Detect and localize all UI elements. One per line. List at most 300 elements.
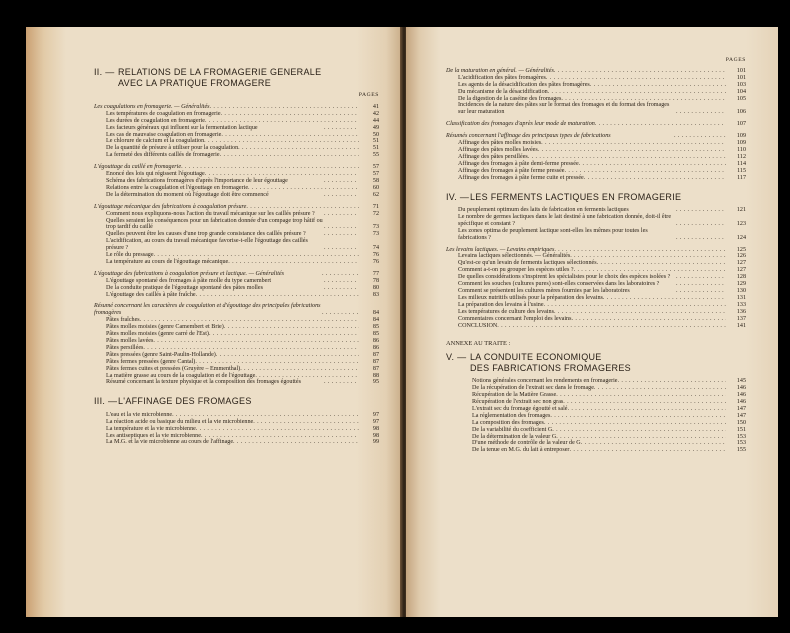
toc-entry-title: Les températures de coagulation en fromagerie	[106, 110, 221, 117]
toc-page-number: 80	[372, 284, 379, 291]
toc-entry-title: La réaction acide ou basique du milieu et la vie microbienne	[106, 418, 254, 425]
dot-leader	[221, 132, 359, 139]
toc-group	[94, 303, 379, 386]
toc-entry-title: Les facteurs généraux qui influent sur la fermentation lactique	[106, 124, 258, 131]
toc-page-number: 62	[372, 191, 379, 198]
toc-entry	[446, 214, 746, 228]
toc-entry	[446, 309, 746, 316]
toc-entry	[446, 302, 746, 309]
dot-leader	[240, 366, 359, 373]
toc-entry	[94, 171, 379, 178]
pages-label: PAGES	[725, 57, 746, 63]
dot-leader	[603, 295, 726, 302]
toc-group	[446, 378, 746, 454]
toc-entry	[94, 426, 379, 433]
toc-entry-title: De la conduite pratique de l'égouttage spontané des pâtes molles	[106, 284, 263, 291]
toc-entry-title: Résumés concernant l'affinage des principaux types de fabrications	[446, 133, 611, 140]
toc-entry-title: Résumé concernant les caractères de coagulation et d'égouttage des principales fabrications fromagères	[94, 303, 321, 317]
toc-entry-title: Récupération de l'extrait sec non gras	[472, 399, 564, 406]
toc-entry	[94, 152, 379, 159]
dot-leader	[322, 310, 359, 317]
toc-entry-title: De la détermination de la valeur G	[472, 433, 557, 440]
toc-page-number: 41	[372, 103, 379, 110]
toc-entry-title: Les zones optima de peuplement lactique sont-elles les mêmes pour toutes les fabrications ?	[458, 227, 648, 241]
toc-page-number: 87	[372, 365, 379, 372]
dot-leader	[569, 447, 726, 454]
toc-entry	[94, 164, 379, 171]
dot-leader	[322, 271, 359, 278]
toc-entry	[94, 118, 379, 125]
toc-entry-title: Qu'est-ce qu'un levain de ferments lactiques sélectionnés	[458, 260, 597, 267]
toc-entry	[94, 132, 379, 139]
toc-page-number: 98	[372, 425, 379, 432]
toc-entry	[94, 238, 379, 252]
toc-entry-title: Pâtes molles lavées	[106, 338, 154, 344]
toc-group	[94, 164, 379, 199]
toc-entry-title: D'une méthode de contrôle de la valeur de G	[472, 440, 581, 447]
toc-entry-title: Les coagulations en fromagerie. — Généralités	[94, 103, 210, 110]
toc-entry	[446, 89, 746, 96]
toc-entry	[460, 440, 746, 447]
dot-leader	[220, 152, 359, 159]
toc-entry	[94, 204, 379, 211]
dot-leader	[552, 427, 726, 434]
toc-page-number: 147	[736, 405, 746, 412]
toc-group	[446, 68, 746, 116]
toc-entry	[94, 303, 379, 317]
toc-entry-title: De la maturation en général. — Généralités	[446, 67, 554, 74]
toc-page-number: 57	[372, 171, 379, 178]
toc-page-number: 126	[736, 253, 746, 260]
toc-page-number: 109	[736, 140, 746, 147]
dot-leader	[324, 379, 359, 386]
toc-page-number: 103	[736, 81, 746, 88]
toc-entry-title: Comment nous expliquons-nous l'action du travail mécanique sur les caillés présure ?	[106, 210, 315, 217]
toc-entry	[446, 207, 746, 214]
toc-entry-title: Récupération de la Matière Grasse	[472, 392, 557, 399]
toc-page-number: 146	[736, 399, 746, 406]
toc-entry-title: Résumé concernant la texture physique et la composition des fromages égouttés	[106, 379, 301, 386]
toc-page-number: 57	[372, 164, 379, 171]
toc-entry-title: Affinage des pâtes molles lavées	[458, 146, 538, 153]
toc-entry	[460, 434, 746, 441]
toc-page-number: 146	[736, 385, 746, 392]
dot-leader	[205, 171, 359, 178]
toc-page-number: 85	[372, 331, 379, 338]
toc-page-number: 101	[736, 67, 746, 74]
toc-entry-title: Affinage des fromages à pâte ferme pressée	[458, 167, 565, 174]
toc-page-number: 125	[736, 246, 746, 253]
dot-leader	[544, 302, 726, 309]
toc-entry	[446, 161, 746, 168]
toc-page-number: 77	[372, 270, 379, 277]
toc-entry-title: L'égouttage du caillé en fromagerie	[94, 164, 182, 171]
dot-leader	[676, 221, 726, 228]
toc-entry	[446, 168, 746, 175]
dot-leader	[674, 133, 726, 140]
dot-leader	[228, 259, 359, 266]
toc-entry-title: L'acidification, au cours du travail mécanique favorise-t-elle l'égouttage des caillés présure ?	[106, 238, 308, 252]
toc-entry-title: L'égouttage mécanique des fabrications à coagulation présure	[94, 203, 247, 210]
dot-leader	[253, 419, 359, 426]
toc-entry	[460, 413, 746, 420]
dot-leader	[497, 323, 726, 330]
toc-entry	[94, 104, 379, 111]
dot-leader	[324, 211, 359, 218]
toc-page-number: 44	[372, 117, 379, 124]
toc-page-number: 87	[372, 358, 379, 365]
toc-entry	[446, 281, 746, 288]
toc-entry	[94, 331, 379, 338]
dot-leader	[550, 413, 726, 420]
toc-entry-title: Le nombre de germes lactiques dans le lait destiné à une fabrication donnée, doit-il être spécifique et constant ?	[458, 213, 672, 227]
toc-entry-title: Pâtes persillées	[106, 344, 144, 351]
section-title-line: AVEC LA PRATIQUE FROMAGERE	[118, 77, 271, 88]
toc-entry	[460, 392, 746, 399]
toc-entry	[94, 352, 379, 359]
toc-entry-title: Notions générales concernant les rendements en fromagerie	[472, 378, 618, 385]
toc-entry-title: La préparation des levains à l'usine	[458, 301, 544, 308]
dot-leader	[556, 392, 726, 399]
toc-group	[446, 247, 746, 330]
toc-entry-title: De la digestion de la caséine des fromages	[458, 95, 562, 102]
section-title-line: LES FERMENTS LACTIQUES EN FROMAGERIE	[470, 191, 682, 202]
toc-page-number: 76	[372, 252, 379, 259]
toc-entry-title: Comment se présentent les cultures mères fournies par les laboratoires	[458, 287, 630, 294]
toc-page-number: 106	[736, 109, 746, 116]
toc-entry	[446, 228, 746, 242]
toc-entry	[94, 439, 379, 446]
toc-page-number: 97	[372, 411, 379, 418]
toc-page-number: 74	[372, 245, 379, 252]
toc-page-number: 73	[372, 231, 379, 238]
toc-entry	[94, 271, 379, 278]
dot-leader	[196, 292, 359, 299]
toc-page-number: 58	[372, 177, 379, 184]
toc-page-number: 133	[736, 301, 746, 308]
pages-label: PAGES	[358, 92, 379, 98]
toc-entry-title: Relations entre la coagulation et l'égouttage en fromagerie	[106, 184, 249, 191]
toc-page-number: 84	[372, 310, 379, 317]
dot-leader	[554, 309, 726, 316]
toc-page-number: 51	[372, 138, 379, 145]
section-heading-iv	[446, 192, 746, 203]
toc-page-number: 55	[372, 152, 379, 159]
toc-page-number: 124	[736, 234, 746, 241]
section-title-line: LA CONDUITE ECONOMIQUE	[470, 352, 602, 363]
right-page	[406, 27, 778, 617]
toc-group	[446, 133, 746, 181]
section-number: II. —	[94, 67, 115, 77]
toc-page-number: 83	[372, 291, 379, 298]
toc-entry-title: Pâtes pressées (genre Saint-Paulin-Hollande)	[106, 351, 216, 358]
toc-entry	[460, 420, 746, 427]
dot-leader	[541, 140, 726, 147]
dot-leader	[548, 89, 726, 96]
toc-group	[94, 271, 379, 299]
toc-entry-title: Enoncé des lois qui régissent l'égouttage	[106, 171, 205, 178]
left-page-content	[94, 67, 379, 446]
dot-leader	[571, 316, 726, 323]
dot-leader	[676, 235, 726, 242]
dot-leader	[172, 412, 359, 419]
toc-page-number: 136	[736, 308, 746, 315]
toc-entry-title: Pâtes molles moisies (genre carré de l'Est)	[106, 331, 209, 338]
dot-leader	[324, 125, 359, 132]
toc-page-number: 109	[736, 133, 746, 140]
toc-page-number: 50	[372, 131, 379, 138]
toc-entry	[446, 288, 746, 295]
toc-page-number: 114	[737, 160, 746, 167]
toc-entry-title: Commentaires concernant l'emploi des levains	[458, 315, 572, 322]
toc-page-number: 86	[372, 338, 379, 344]
toc-entry-title: De la tenue en M.G. du lait à entreposer	[472, 447, 570, 454]
toc-entry	[446, 260, 746, 267]
dot-leader	[544, 420, 726, 427]
toc-entry-title: L'égouttage des fabrications à coagulation présure et lactique. — Généralités	[94, 270, 284, 277]
dot-leader	[538, 147, 726, 154]
annex-label: ANNEXE AU TRAITE :	[446, 340, 511, 348]
dot-leader	[224, 324, 359, 331]
toc-entry-title: Les antiseptiques et la vie microbienne	[106, 432, 201, 439]
section-number: III. —	[94, 396, 118, 407]
dot-leader	[248, 185, 359, 192]
toc-entry-title: Les températures de culture des levains	[458, 308, 554, 315]
dot-leader	[579, 161, 726, 168]
toc-entry-title: Les agents de la désacidification des pâtes fromagères	[458, 81, 590, 88]
toc-entry-title: La fermeté des différents caillés de fromagerie	[106, 152, 220, 159]
toc-page-number: 107	[736, 121, 746, 128]
right-page-content	[446, 57, 746, 454]
dot-leader	[143, 345, 359, 352]
toc-entry-title: Pâtes fraîches	[106, 317, 140, 324]
dot-leader	[568, 406, 726, 413]
toc-entry	[94, 178, 379, 185]
toc-page-number: 150	[736, 419, 746, 426]
toc-entry	[446, 140, 746, 147]
dot-leader	[618, 378, 726, 385]
section-number: V. —	[446, 352, 467, 363]
toc-page-number: 146	[736, 392, 746, 399]
toc-group	[446, 207, 746, 242]
dot-leader	[676, 207, 726, 214]
toc-page-number: 137	[736, 315, 746, 322]
dot-leader	[216, 352, 359, 359]
dot-leader	[196, 426, 359, 433]
toc-entry-title: Les durées de coagulation en fromagerie	[106, 117, 205, 124]
toc-page-number: 130	[736, 287, 746, 294]
toc-entry-title: Affinage des fromages à pâte demi-ferme pressée	[458, 160, 579, 167]
dot-leader	[246, 204, 359, 211]
dot-leader	[324, 178, 359, 185]
toc-entry	[460, 427, 746, 434]
toc-group	[94, 204, 379, 266]
toc-entry-title: Pâtes fermes pressées (genre Cantal)	[106, 358, 196, 365]
toc-entry	[94, 366, 379, 373]
toc-entry	[460, 385, 746, 392]
section-heading-iii	[94, 396, 379, 407]
dot-leader	[181, 164, 359, 171]
section-title-line: L'AFFINAGE DES FROMAGES	[118, 396, 252, 407]
dot-leader	[556, 434, 726, 441]
dot-leader	[195, 359, 359, 366]
dot-leader	[233, 439, 359, 446]
toc-entry-title: Du peuplement optimum des laits de fabrication en ferments lactiques	[458, 207, 629, 213]
toc-entry-title: Quelles seraient les conséquences pour un fabrication donnée d'un compage trop hâtif ou trop tardif du caillé	[106, 217, 323, 231]
toc-entry	[446, 121, 746, 128]
toc-entry	[446, 75, 746, 82]
toc-entry	[94, 278, 379, 285]
toc-page-number: 42	[372, 110, 379, 117]
left-page	[26, 27, 402, 617]
toc-page-number: 73	[372, 224, 379, 231]
toc-entry	[446, 82, 746, 89]
dot-leader	[546, 75, 726, 82]
toc-page-number: 86	[372, 344, 379, 351]
toc-entry	[94, 252, 379, 259]
toc-page-number: 155	[736, 447, 746, 454]
toc-entry-title: Schéma des fabrications fromagères d'après l'importance de leur égouttage	[106, 177, 288, 184]
toc-entry-title: Le chlorure de calcium et la coagulation	[106, 138, 205, 145]
toc-entry	[94, 412, 379, 419]
toc-page-number: 72	[372, 210, 379, 217]
dot-leader	[324, 285, 359, 292]
toc-page-number: 97	[372, 418, 379, 425]
toc-entry	[94, 192, 379, 199]
toc-entry	[446, 323, 746, 330]
toc-entry	[446, 316, 746, 323]
toc-entry	[446, 154, 746, 161]
dot-leader	[554, 247, 726, 254]
toc-page-number: 115	[737, 167, 746, 174]
toc-page-number: 129	[736, 281, 746, 288]
toc-page-number: 112	[737, 153, 746, 160]
toc-entry	[94, 379, 379, 386]
toc-entry-title: Pâtes molles moisies (genre Camembert et Brie)	[106, 324, 224, 331]
toc-entry	[94, 138, 379, 145]
dot-leader	[324, 245, 359, 252]
toc-entry-title: De la récupération de l'extrait sec dans le fromage	[472, 385, 594, 392]
toc-entry-title: Du mécanisme de la désacidification	[458, 88, 548, 95]
toc-entry-title: L'extrait sec du fromage égoutté et salé	[472, 405, 568, 412]
toc-page-number: 88	[372, 372, 379, 379]
toc-page-number: 84	[372, 317, 379, 324]
toc-entry	[94, 125, 379, 132]
toc-group	[94, 412, 379, 447]
toc-entry-title: Affinage des pâtes molles moisies	[458, 140, 542, 147]
toc-entry	[94, 259, 379, 266]
toc-page-number: 95	[372, 379, 379, 386]
toc-entry	[94, 345, 379, 352]
toc-entry	[94, 419, 379, 426]
toc-entry-title: Les cas de mauvaise coagulation en fromagerie	[106, 131, 222, 138]
section-heading-ii	[94, 67, 379, 88]
toc-entry	[94, 111, 379, 118]
section-heading-v	[446, 352, 746, 373]
toc-page-number: 141	[736, 322, 746, 329]
toc-page-number: 131	[736, 294, 746, 301]
toc-page-number: 104	[736, 88, 746, 95]
dot-leader	[204, 138, 359, 145]
dot-leader	[594, 385, 726, 392]
dot-leader	[324, 231, 359, 238]
dot-leader	[154, 252, 359, 259]
dot-leader	[153, 338, 359, 345]
toc-entry-title: Levains lactiques sélectionnés. — Généralités	[458, 253, 571, 260]
toc-page-number: 110	[737, 146, 746, 153]
dot-leader	[676, 288, 726, 295]
toc-entry	[446, 68, 746, 75]
toc-entry-title: L'eau et la vie microbienne	[106, 411, 173, 418]
toc-entry	[94, 338, 379, 345]
toc-page-number: 49	[372, 124, 379, 131]
toc-page-number: 60	[372, 184, 379, 191]
toc-entry-title: Classification des fromages d'après leur mode de maturation	[446, 121, 595, 128]
toc-entry-title: De quelles considérations s'inspirent les spécialistes pour le choix des espèces isolées ?	[458, 274, 671, 281]
toc-entry-title: La composition des fromages	[472, 419, 544, 426]
toc-page-number: 153	[736, 433, 746, 440]
dot-leader	[597, 260, 726, 267]
toc-entry	[94, 285, 379, 292]
toc-page-number: 99	[372, 439, 379, 446]
toc-entry	[94, 359, 379, 366]
toc-page-number: 121	[736, 207, 746, 213]
dot-leader	[210, 104, 359, 111]
dot-leader	[528, 154, 726, 161]
toc-group	[446, 121, 746, 128]
dot-leader	[581, 440, 726, 447]
toc-page-number: 78	[372, 277, 379, 284]
toc-page-number: 153	[736, 440, 746, 447]
toc-group	[94, 104, 379, 159]
toc-entry	[94, 185, 379, 192]
dot-leader	[584, 175, 726, 182]
toc-page-number: 51	[372, 145, 379, 152]
toc-entry-title: La M.G. et la vie microbienne au cours de l'affinage	[106, 439, 234, 446]
toc-entry-title: Comment a-t-on pu grouper les espèces utiles ?	[458, 267, 574, 274]
toc-page-number: 147	[736, 412, 746, 419]
toc-entry-title: L'égouttage des caillés à pâte fraîche	[106, 291, 196, 298]
toc-entry-title: Incidences de la nature des pâtes sur le format des fromages et du format des fromages sur leur maturation	[458, 102, 670, 116]
toc-entry-title: La température au cours de l'égouttage mécanique	[106, 258, 229, 265]
toc-entry-title: Comment les souches (cultures pures) sont-elles conservées dans les laboratoires ?	[458, 281, 660, 288]
dot-leader	[676, 274, 726, 281]
dot-leader	[324, 192, 359, 199]
toc-entry-title: L'acidification des pâtes fromagères	[458, 74, 546, 81]
toc-page-number: 101	[736, 74, 746, 81]
dot-leader	[209, 331, 359, 338]
toc-page-number: 85	[372, 324, 379, 331]
dot-leader	[324, 224, 359, 231]
toc-entry-title: De la variabilité du coefficient G	[472, 426, 553, 433]
dot-leader	[238, 145, 359, 152]
toc-entry-title: La matière grasse au cours de la coagulation et de l'égouttage	[106, 372, 256, 379]
dot-leader	[221, 111, 359, 118]
dot-leader	[324, 278, 359, 285]
toc-entry-title: Quelles peuvent être les causes d'une trop grande consistance des caillés présure ?	[106, 231, 306, 238]
toc-page-number: 98	[372, 432, 379, 439]
toc-entry	[94, 292, 379, 299]
dot-leader	[595, 121, 726, 128]
toc-entry	[94, 218, 379, 232]
toc-entry-title: Les levains lactiques. — Levains empiriques	[446, 246, 555, 253]
dot-leader	[554, 68, 726, 75]
toc-page-number: 128	[736, 274, 746, 281]
toc-page-number: 127	[736, 260, 746, 267]
section-title-line: DES FABRICATIONS FROMAGERES	[470, 362, 631, 373]
toc-entry	[446, 102, 746, 116]
toc-entry	[446, 267, 746, 274]
